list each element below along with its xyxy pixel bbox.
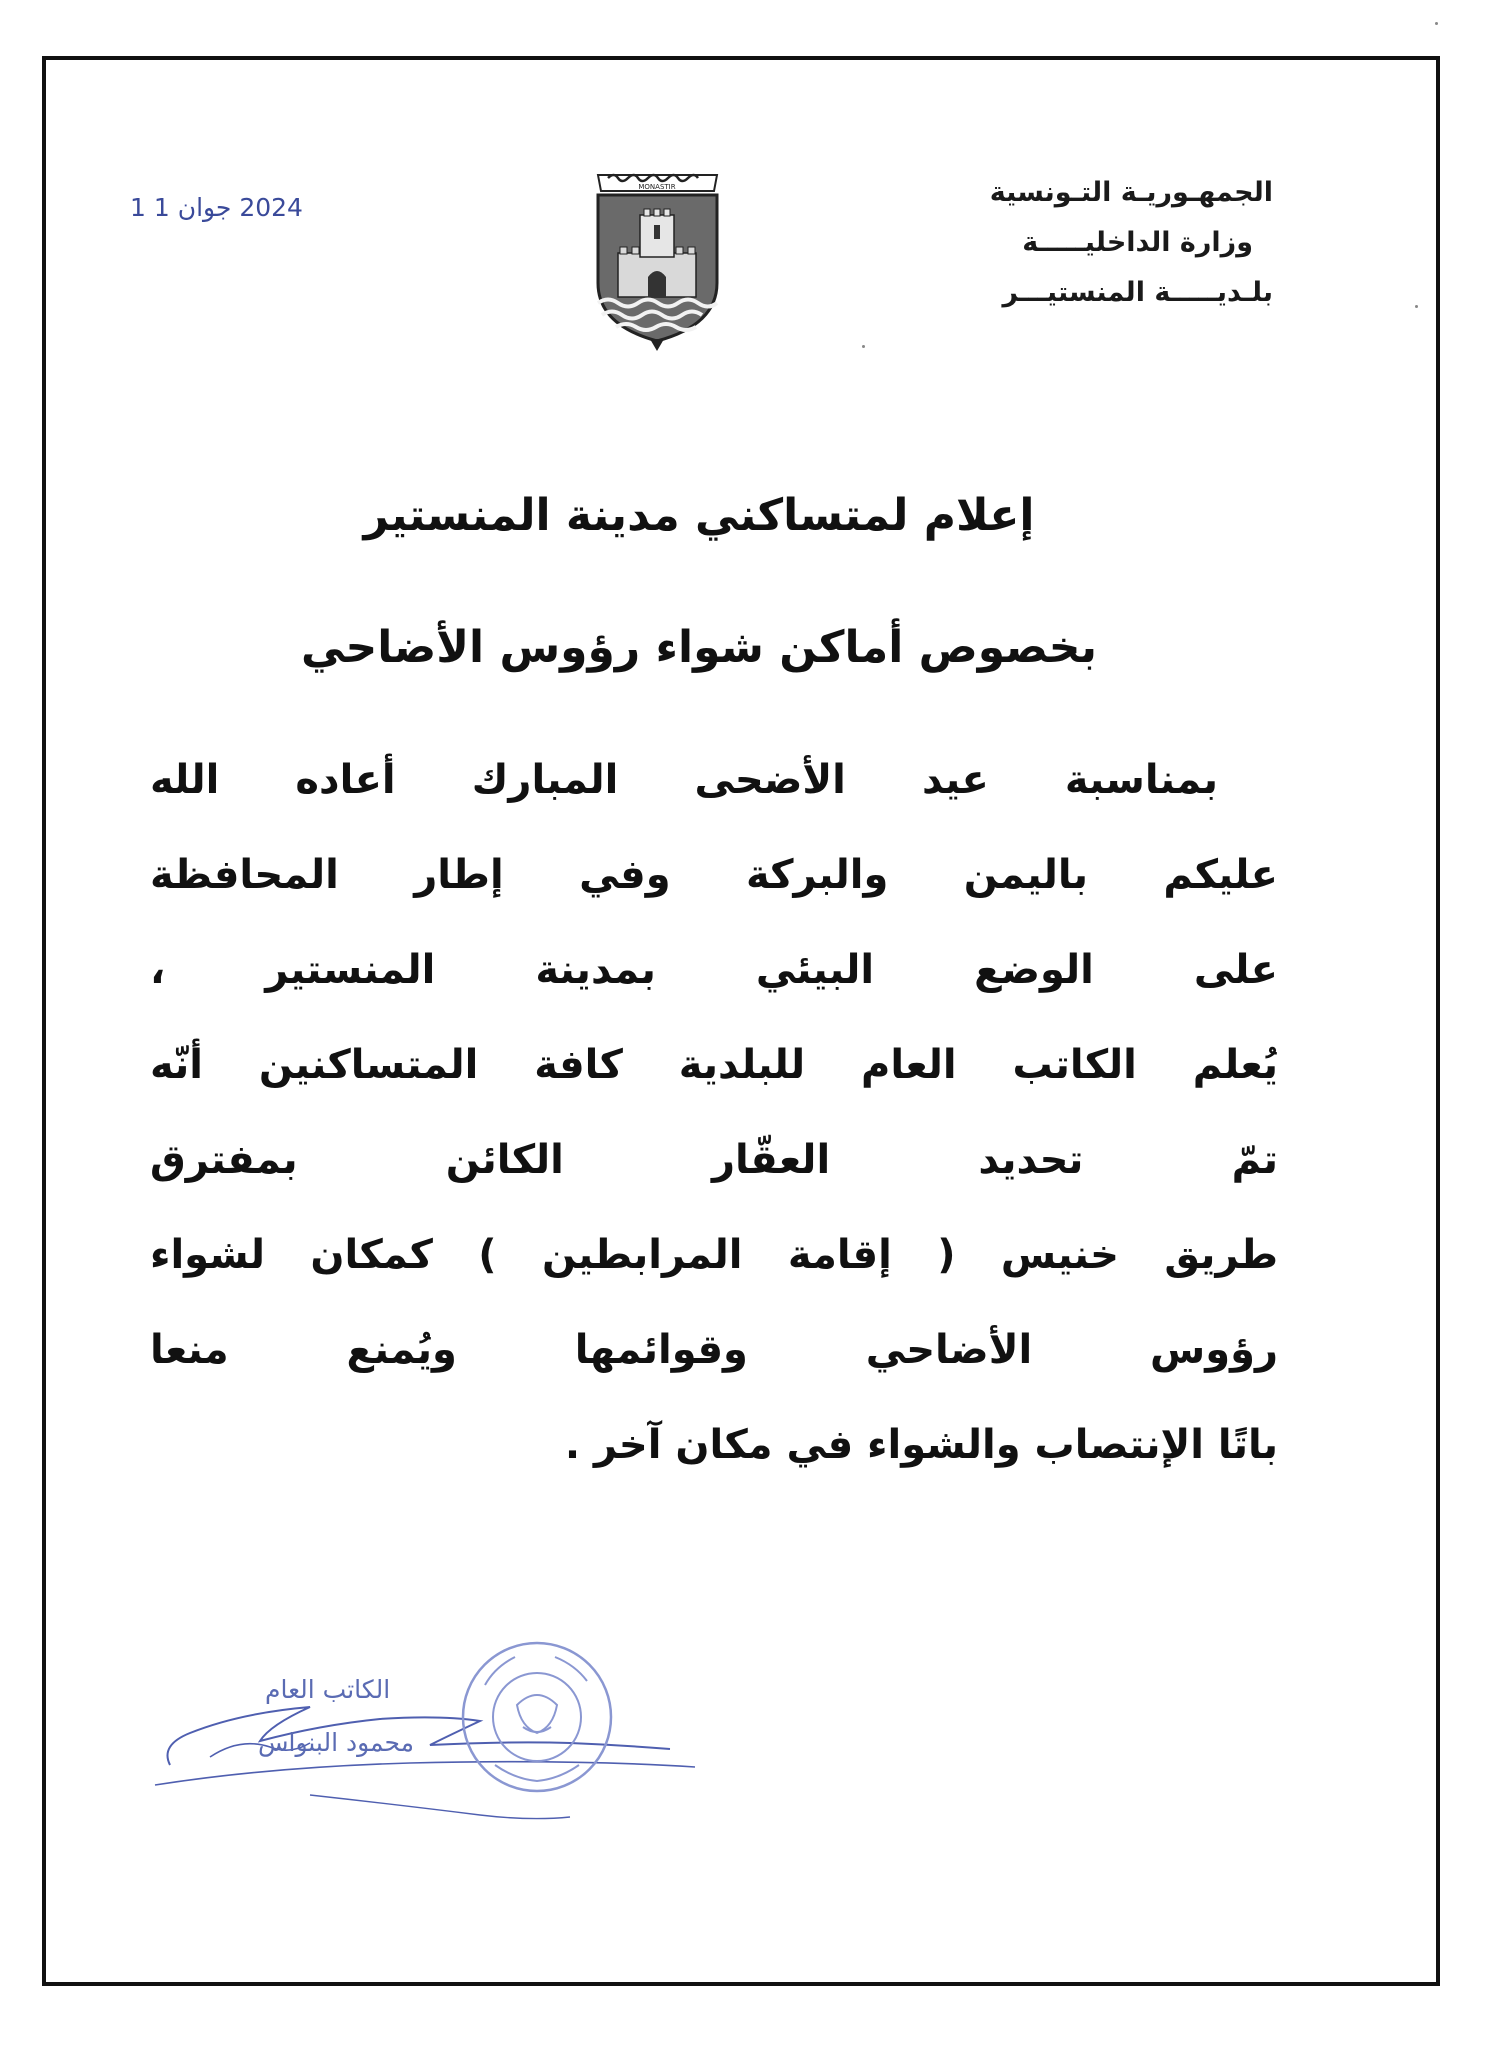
notice-title: إعلام لمتساكني مدينة المنستير xyxy=(363,490,1035,541)
notice-subject: بخصوص أماكن شواء رؤوس الأضاحي xyxy=(301,622,1097,673)
body-line: بمناسبة عيد الأضحى المبارك أعاده الله xyxy=(150,757,1218,803)
municipal-seal-icon xyxy=(455,1635,620,1800)
signatory-name: محمود البنواس xyxy=(258,1728,415,1757)
body-line: عليكم باليمن والبركة وفي إطار المحافظة xyxy=(150,852,1278,898)
scan-speck xyxy=(1435,22,1438,25)
body-line: يُعلم الكاتب العام للبلدية كافة المتساكنين أنّه xyxy=(150,1042,1278,1088)
body-line: باتًا الإنتصاب والشواء في مكان آخر . xyxy=(564,1422,1278,1468)
notice-body xyxy=(150,733,1278,1493)
signatory-title: الكاتب العام xyxy=(265,1675,391,1704)
monastir-coat-of-arms-icon xyxy=(590,165,725,355)
received-date-stamp: 2024 جوان 1 1 xyxy=(130,193,303,222)
handwritten-signature-icon xyxy=(150,1645,710,1835)
body-line: تمّ تحديد العقّار الكائن بمفترق xyxy=(150,1137,1278,1183)
letterhead xyxy=(933,168,1273,318)
ministry-name: وزارة الداخليـــــة xyxy=(1022,227,1253,258)
country-name: الجمهـوريـة التـونسية xyxy=(989,177,1273,208)
scan-speck xyxy=(862,345,865,348)
body-line: على الوضع البيئي بمدينة المنستير ، xyxy=(150,947,1278,993)
body-line: طريق خنيس ( إقامة المرابطين ) كمكان لشواء xyxy=(150,1232,1278,1278)
scan-speck xyxy=(1415,305,1418,308)
body-line: رؤوس الأضاحي وقوائمها ويُمنع منعا xyxy=(150,1327,1278,1373)
municipality-name: بلـديـــــة المنستيـــر xyxy=(1002,277,1273,308)
svg-text:MONASTIR: MONASTIR xyxy=(638,183,676,191)
